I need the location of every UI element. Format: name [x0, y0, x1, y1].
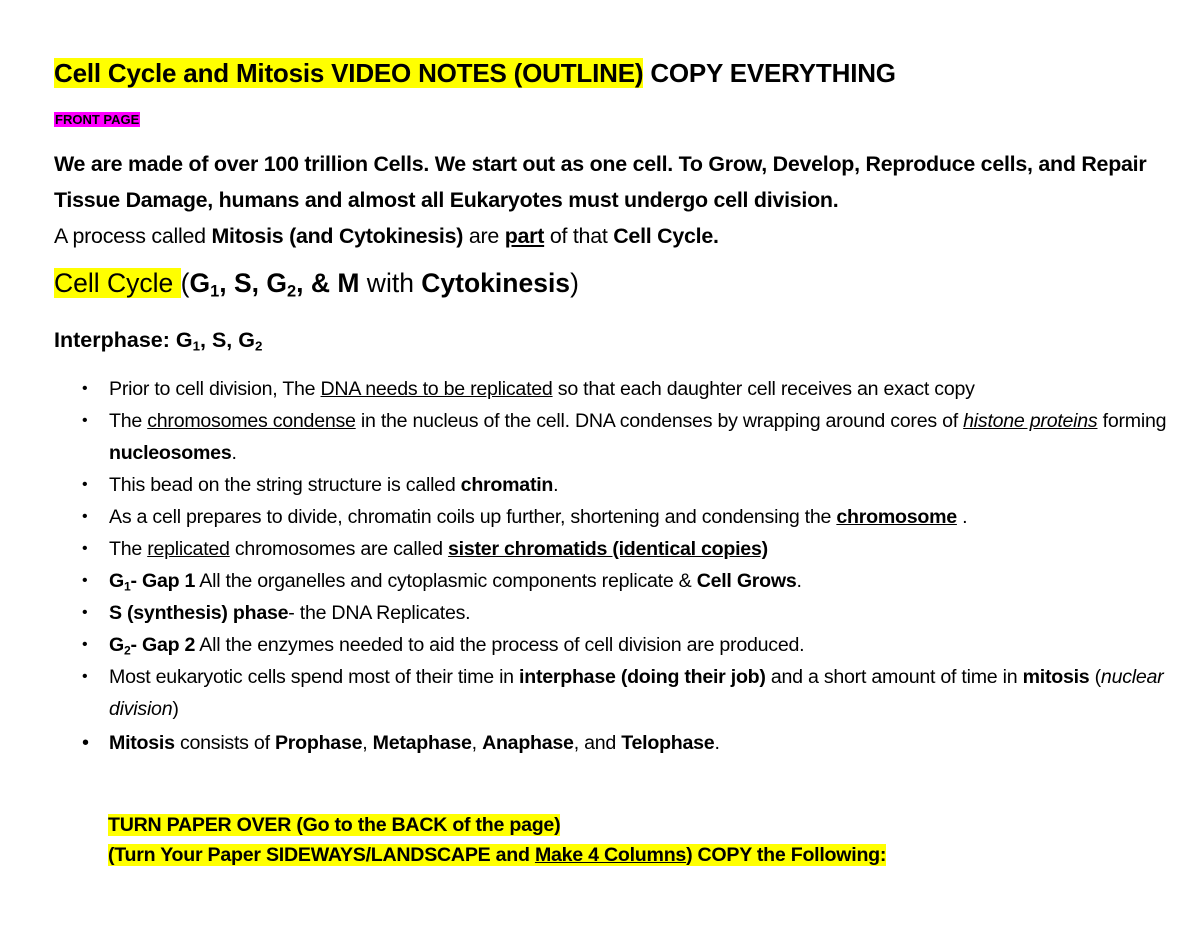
- bullet-text: forming: [1097, 410, 1167, 432]
- bullet-text: , and: [573, 732, 622, 754]
- bullet-anaphase: Anaphase: [482, 732, 574, 754]
- turn-line-2-text: [108, 844, 886, 866]
- bullet-bold: Mitosis: [109, 732, 175, 754]
- turn-line-1-text: TURN PAPER OVER (Go to the BACK of the page): [108, 814, 561, 836]
- cell-cycle-heading-highlight: Cell Cycle: [54, 268, 181, 298]
- bullet-bold-underlined: sister chromatids (identical copies): [448, 538, 768, 560]
- bullet-histone: histone proteins: [963, 410, 1098, 432]
- bullet-text: ,: [471, 732, 483, 754]
- bullet-g: G: [109, 634, 124, 656]
- bullet-text: .: [796, 570, 802, 592]
- bullet-text: This bead on the string structure is called: [109, 474, 461, 496]
- turn-line-2-c: ) COPY the Following:: [686, 844, 887, 866]
- heading-paren-open: (: [180, 268, 190, 298]
- intro-text-2: Grow, Develop, Reproduce cells, and Repair Tissue Damage, humans and almost all Eukaryotes must undergo cell division.: [54, 152, 1147, 212]
- cell-cycle-heading: [54, 268, 579, 299]
- bullet-gap-label: [109, 570, 195, 592]
- bullet-bold: Cell Grows: [696, 570, 797, 592]
- bullet-bold: S (synthesis) phase: [109, 602, 289, 624]
- bullet-text: Prior to cell division, The: [109, 378, 321, 400]
- bullet-text: consists of: [174, 732, 275, 754]
- bullet-underlined: replicated: [147, 538, 230, 560]
- bullet-text: (: [1089, 666, 1101, 688]
- bullet-metaphase: Metaphase: [372, 732, 472, 754]
- bullet-text: ): [172, 698, 179, 720]
- intro-mitosis: Mitosis (and Cytokinesis): [211, 224, 464, 248]
- list-item: [82, 501, 1172, 533]
- list-item: [82, 661, 1172, 725]
- bullet-bold: mitosis: [1022, 666, 1090, 688]
- heading-sub-2: 2: [286, 282, 297, 301]
- bullet-underlined: chromosomes condense: [147, 410, 356, 432]
- heading-cytokinesis: Cytokinesis: [421, 268, 571, 298]
- intro-text-5: are: [463, 224, 505, 248]
- list-item: [82, 469, 1172, 501]
- turn-line-2-underlined: Make 4 Columns: [534, 844, 687, 866]
- bullet-text: As a cell prepares to divide, chromatin coils up further, shortening and condensing the: [109, 506, 837, 528]
- interphase-sub-1: 1: [192, 338, 201, 354]
- interphase-heading: [54, 328, 262, 353]
- intro-text-3: A process called: [54, 224, 212, 248]
- bullet-sub: 1: [124, 579, 131, 594]
- bullet-text: ,: [362, 732, 373, 754]
- interphase-bullet-list: [82, 373, 1172, 759]
- turn-line-2: [108, 840, 886, 870]
- interphase-heading-mid: , S, G: [200, 328, 255, 352]
- intro-text-1: We are made of over 100 trillion Cells. We start out as one cell. To: [54, 152, 709, 176]
- heading-sub-1: 1: [210, 282, 220, 301]
- bullet-italic: nuclear division: [109, 666, 1164, 720]
- bullet-bold-underlined: chromosome: [836, 506, 957, 528]
- bullet-text: The: [109, 538, 148, 560]
- intro-text-7: of that: [544, 224, 614, 248]
- interphase-heading-text: Interphase: G: [54, 328, 193, 352]
- bullet-prophase: Prophase: [274, 732, 363, 754]
- bullet-bold: chromatin: [460, 474, 554, 496]
- heading-phases: [189, 268, 360, 301]
- interphase-sub-2: 2: [254, 338, 263, 354]
- bullet-text: .: [714, 732, 720, 754]
- page-title: [54, 58, 896, 89]
- bullet-text: and a short amount of time in: [765, 666, 1023, 688]
- heading-with: with: [359, 268, 422, 298]
- heading-g: G: [189, 268, 211, 298]
- bullet-text: .: [553, 474, 559, 496]
- bullet-gap: - Gap 1: [130, 570, 196, 592]
- bullet-text: All the organelles and cytoplasmic components replicate &: [195, 570, 697, 592]
- bullet-gap-label: [109, 634, 195, 656]
- bullet-text: .: [956, 506, 968, 528]
- bullet-sub: 2: [124, 643, 131, 658]
- bullet-text: The: [109, 410, 148, 432]
- turn-line-2-a: (Turn Your Paper SIDEWAYS/LANDSCAPE and: [108, 844, 535, 866]
- list-item: [82, 727, 1172, 759]
- list-item: [82, 565, 1172, 597]
- bullet-g: G: [109, 570, 124, 592]
- bullet-bold: nucleosomes: [109, 442, 232, 464]
- front-page-label: FRONT PAGE: [55, 112, 140, 127]
- bullet-text: Most eukaryotic cells spend most of their time in: [109, 666, 520, 688]
- list-item: [82, 373, 1172, 405]
- heading-mid-1: , S, G: [219, 268, 287, 298]
- bullet-underlined: DNA needs to be replicated: [320, 378, 553, 400]
- intro-cell-cycle: Cell Cycle.: [613, 224, 719, 248]
- bullet-text: - the DNA Replicates.: [288, 602, 471, 624]
- turn-line-1: [108, 810, 886, 840]
- intro-part: part: [504, 224, 545, 248]
- list-item: [82, 533, 1172, 565]
- heading-mid-2: , & M: [296, 268, 360, 298]
- intro-paragraph: [54, 146, 1164, 254]
- heading-paren-close: ): [570, 268, 579, 298]
- list-item: [82, 629, 1172, 661]
- list-item: [82, 405, 1172, 469]
- turn-paper-instructions: [108, 810, 886, 870]
- bullet-text: chromosomes are called: [229, 538, 449, 560]
- title-highlighted: Cell Cycle and Mitosis VIDEO NOTES (OUTLINE): [54, 58, 644, 88]
- bullet-text: so that each daughter cell receives an exact copy: [552, 378, 975, 400]
- bullet-text: All the enzymes needed to aid the process of cell division are produced.: [195, 634, 805, 656]
- bullet-gap: - Gap 2: [130, 634, 196, 656]
- title-rest: COPY EVERYTHING: [643, 58, 896, 88]
- bullet-bold: interphase (doing their job): [519, 666, 766, 688]
- bullet-text: in the nucleus of the cell. DNA condenses by wrapping around cores of: [355, 410, 964, 432]
- list-item: [82, 597, 1172, 629]
- bullet-text: .: [231, 442, 237, 464]
- bullet-telophase: Telophase: [621, 732, 715, 754]
